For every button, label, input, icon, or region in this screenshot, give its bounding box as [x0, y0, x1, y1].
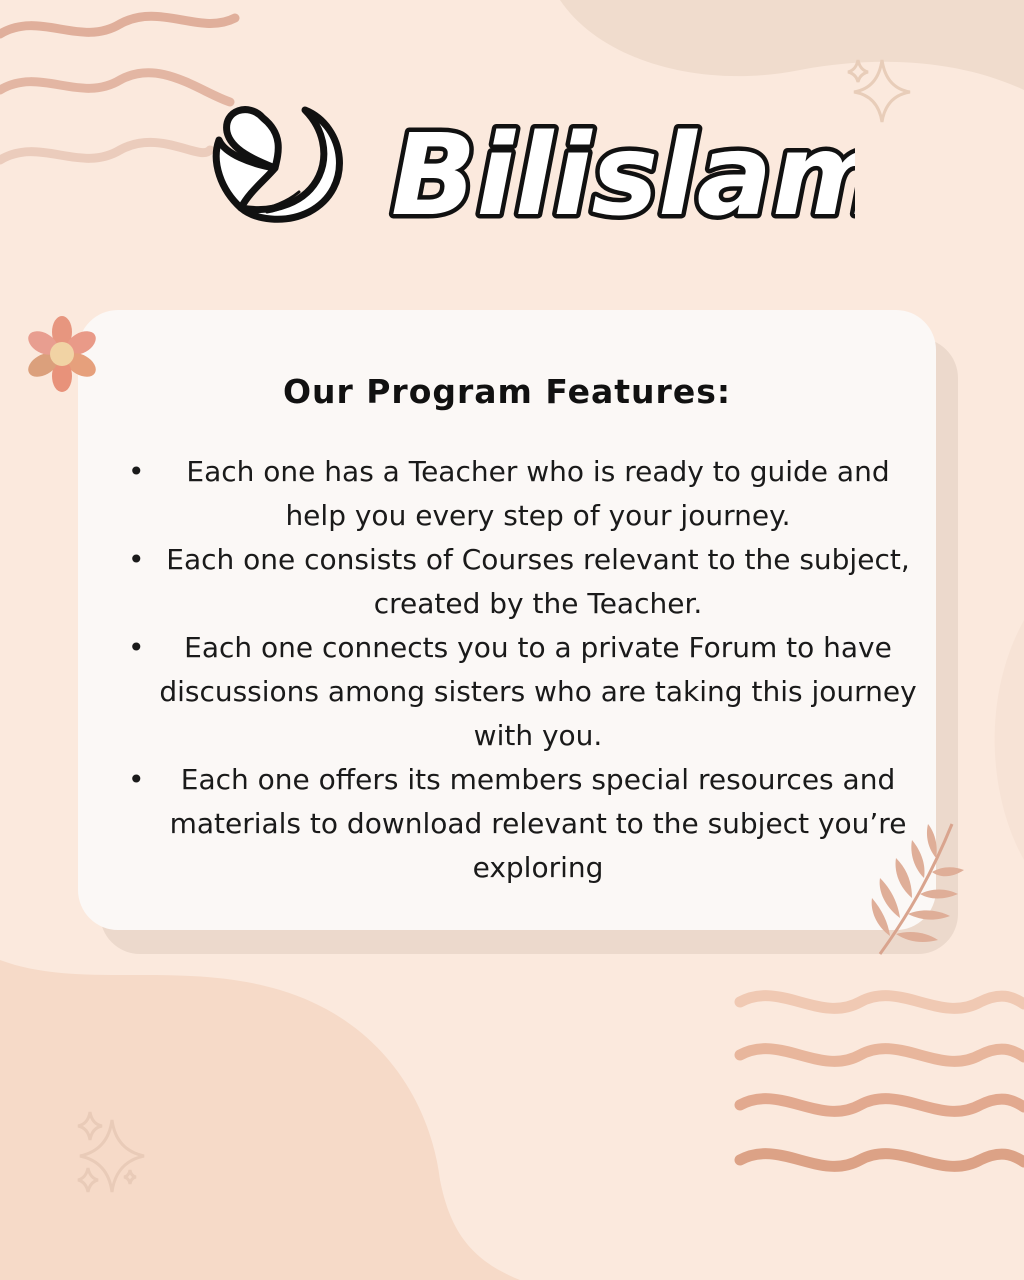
flower-icon — [20, 314, 104, 398]
wave-lines-icon — [0, 16, 235, 160]
features-card — [78, 310, 936, 930]
sparkle-icon — [848, 60, 910, 122]
feature-text: Each one connects you to a private Forum to have discussions among sisters who are taking this journey with you. — [159, 631, 917, 752]
bullet-icon: • — [128, 543, 145, 576]
feature-text: Each one has a Teacher who is ready to guide and help you every step of your journey. — [186, 455, 890, 532]
brand-name: Bilislam — [391, 111, 855, 232]
leaf-branch-icon — [866, 818, 966, 958]
bullet-icon: • — [128, 455, 145, 488]
card-title: Our Program Features: — [282, 372, 732, 411]
feature-item — [128, 758, 918, 890]
feature-item — [128, 626, 918, 758]
feature-text: Each one consists of Courses relevant to the subject, created by the Teacher. — [166, 543, 910, 620]
heart-moon-icon — [216, 110, 339, 220]
feature-text: Each one offers its members special resources and materials to download relevant to the subject you’re exploring — [169, 763, 907, 884]
feature-item — [128, 450, 918, 538]
bullet-icon: • — [128, 763, 145, 796]
bullet-icon: • — [128, 631, 145, 664]
brand-header — [205, 92, 855, 232]
feature-list — [128, 450, 918, 890]
wave-lines-icon — [740, 996, 1024, 1167]
feature-item — [128, 538, 918, 626]
